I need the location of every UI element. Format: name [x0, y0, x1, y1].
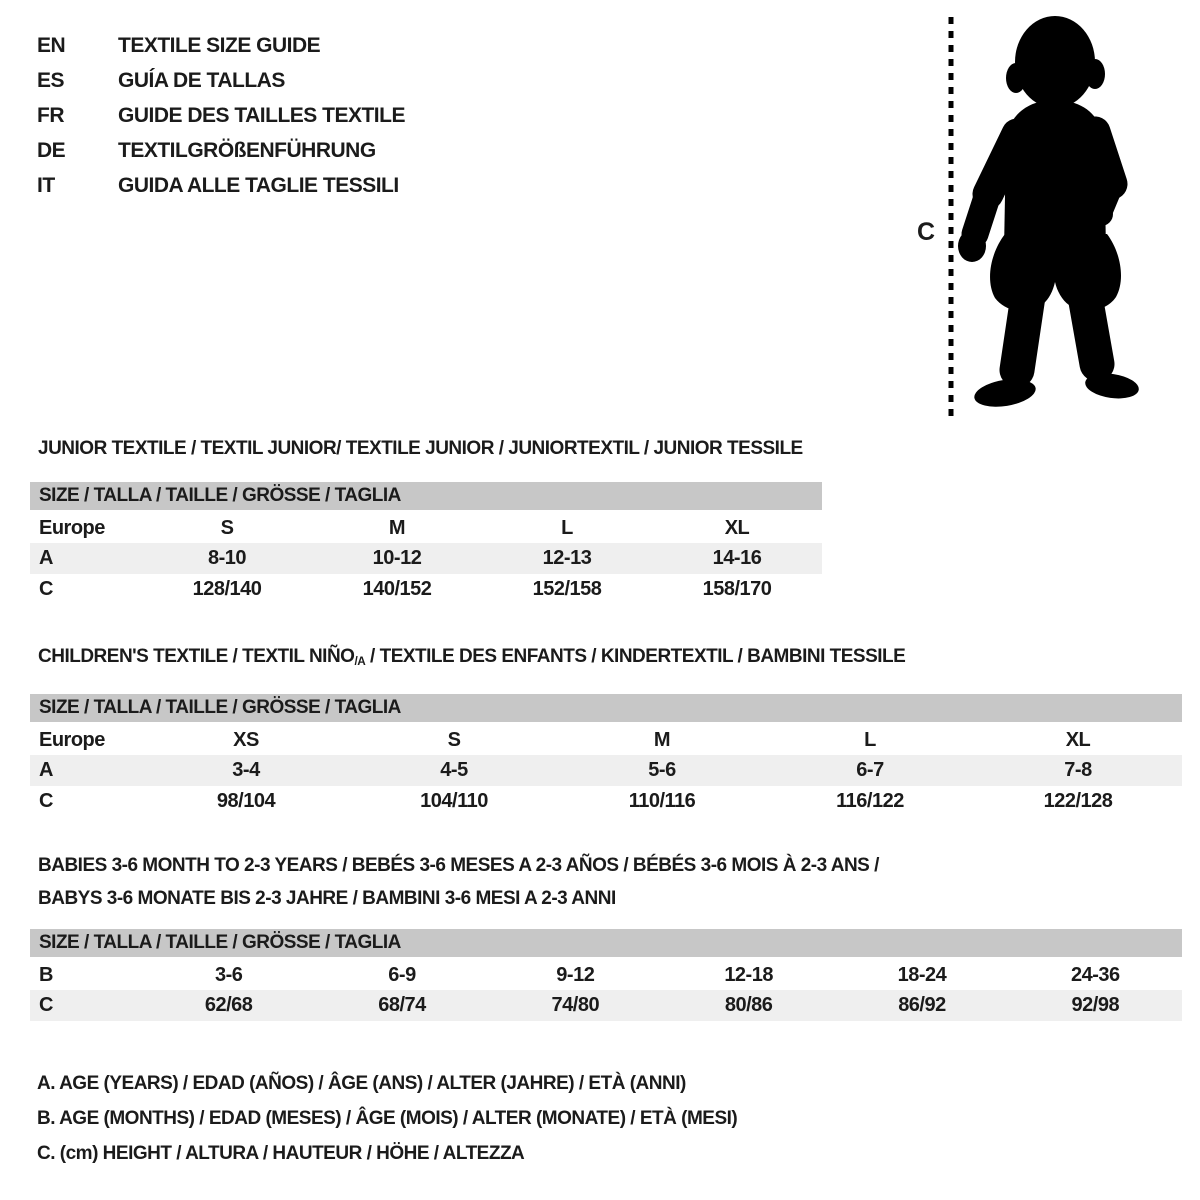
size-cell: 9-12	[556, 964, 595, 986]
size-cell: 140/152	[362, 578, 432, 600]
size-cell: S	[447, 728, 461, 751]
table-row	[30, 512, 822, 543]
guide-title: TEXTILE SIZE GUIDE	[118, 33, 321, 57]
size-cell: 12-13	[482, 543, 652, 574]
size-cell: 18-24	[897, 964, 947, 986]
language-code: ES	[37, 68, 65, 92]
size-header-bar: SIZE / TALLA / TAILLE / GRÖSSE / TAGLIA	[30, 929, 1182, 959]
size-cell: 3-4	[142, 755, 350, 786]
language-row	[37, 133, 405, 168]
language-row	[37, 98, 405, 133]
section-title-line: BABYS 3-6 MONATE BIS 2-3 JAHRE / BAMBINI 3-6 MESI A 2-3 ANNI	[38, 888, 616, 909]
section-title-line: CHILDREN'S TEXTILE / TEXTIL $NIÑO_{/A}$ / TEXTILE DES ENFANTS / KINDERTEXTIL / BAMBINI TESSILE	[38, 646, 906, 668]
children-size-table	[30, 694, 1182, 817]
size-header-bar: SIZE / TALLA / TAILLE / GRÖSSE / TAGLIA	[30, 694, 1182, 724]
row-label: Europe	[39, 517, 105, 539]
size-cell: 92/98	[1009, 990, 1182, 1021]
section-title	[30, 640, 1182, 678]
row-label: C	[30, 990, 142, 1021]
size-cell: 158/170	[702, 578, 772, 600]
section-babies-textile	[30, 849, 1182, 1021]
table-row	[30, 543, 822, 574]
size-cell: 6-9	[388, 964, 416, 986]
size-cell: 122/128	[1043, 789, 1113, 812]
row-label: A	[30, 755, 142, 786]
guide-title: GUIDA ALLE TAGLIE TESSILI	[118, 173, 399, 197]
height-measure-label: C	[917, 218, 935, 246]
language-code: EN	[37, 33, 66, 57]
legend-line-a: A. AGE (YEARS) / EDAD (AÑOS) / ÂGE (ANS) / ALTER (JAHRE) / ETÀ (ANNI)	[37, 1073, 686, 1094]
size-cell: L	[561, 517, 573, 539]
toddler-silhouette-icon	[905, 12, 1165, 424]
size-cell: 80/86	[662, 990, 835, 1021]
section-title	[30, 432, 822, 465]
section-title	[30, 849, 1182, 915]
size-cell: 104/110	[420, 789, 488, 812]
size-cell: S	[220, 517, 234, 539]
size-cell: 152/158	[532, 578, 602, 600]
size-cell: 74/80	[489, 990, 662, 1021]
size-cell: 68/74	[315, 990, 488, 1021]
size-cell: 7-8	[974, 755, 1182, 786]
size-cell: 14-16	[652, 543, 822, 574]
language-title-list	[37, 28, 405, 203]
section-title-line: JUNIOR TEXTILE / TEXTIL JUNIOR/ TEXTILE JUNIOR / JUNIORTEXTIL / JUNIOR TESSILE	[38, 438, 803, 459]
size-cell: 12-18	[724, 964, 773, 986]
size-cell: 10-12	[312, 543, 482, 574]
size-cell: 6-7	[766, 755, 974, 786]
language-row	[37, 28, 405, 63]
table-row	[30, 786, 1182, 817]
guide-title: TEXTILGRÖßENFÜHRUNG	[118, 138, 376, 162]
legend-line-b: B. AGE (MONTHS) / EDAD (MESES) / ÂGE (MOIS) / ALTER (MONATE) / ETÀ (MESI)	[37, 1108, 738, 1129]
table-row	[30, 574, 822, 605]
size-cell: 128/140	[192, 578, 262, 600]
table-row	[30, 959, 1182, 990]
babies-size-table	[30, 929, 1182, 1021]
size-cell: 86/92	[835, 990, 1008, 1021]
language-code: IT	[37, 173, 55, 197]
row-label: B	[39, 964, 53, 986]
size-cell: XL	[724, 517, 750, 539]
measurement-legend	[37, 1066, 737, 1171]
height-measurement-figure	[905, 12, 1165, 424]
size-cell: 98/104	[216, 789, 276, 812]
size-cell: XL	[1065, 728, 1091, 751]
row-label: C	[39, 789, 53, 812]
section-junior-textile	[30, 432, 822, 605]
language-code: DE	[37, 138, 66, 162]
row-label: Europe	[39, 728, 105, 751]
legend-line-c: C. (cm) HEIGHT / ALTURA / HAUTEUR / HÖHE / ALTEZZA	[37, 1143, 525, 1164]
language-row	[37, 63, 405, 98]
size-cell: XS	[233, 728, 259, 751]
table-row	[30, 990, 1182, 1021]
size-header-bar: SIZE / TALLA / TAILLE / GRÖSSE / TAGLIA	[30, 482, 822, 512]
section-childrens-textile	[30, 640, 1182, 817]
size-cell: M	[388, 517, 406, 539]
guide-title: GUIDE DES TAILLES TEXTILE	[118, 103, 405, 127]
language-code: FR	[37, 103, 64, 127]
guide-title: GUÍA DE TALLAS	[118, 68, 285, 92]
size-cell: 110/116	[628, 789, 696, 812]
size-cell: L	[864, 728, 876, 751]
size-cell: 5-6	[558, 755, 766, 786]
row-label: A	[30, 543, 142, 574]
size-cell: 8-10	[142, 543, 312, 574]
junior-size-table	[30, 482, 822, 605]
row-label: C	[39, 578, 53, 600]
table-row	[30, 755, 1182, 786]
size-cell: 3-6	[214, 964, 243, 986]
size-cell: 62/68	[142, 990, 315, 1021]
table-row	[30, 724, 1182, 755]
size-cell: 116/122	[836, 789, 904, 812]
size-cell: M	[653, 728, 671, 751]
language-row	[37, 168, 405, 203]
size-cell: 4-5	[350, 755, 558, 786]
section-title-line: BABIES 3-6 MONTH TO 2-3 YEARS / BEBÉS 3-6 MESES A 2-3 AÑOS / BÉBÉS 3-6 MOIS À 2-3 ANS /	[38, 855, 879, 876]
size-cell: 24-36	[1070, 964, 1120, 986]
